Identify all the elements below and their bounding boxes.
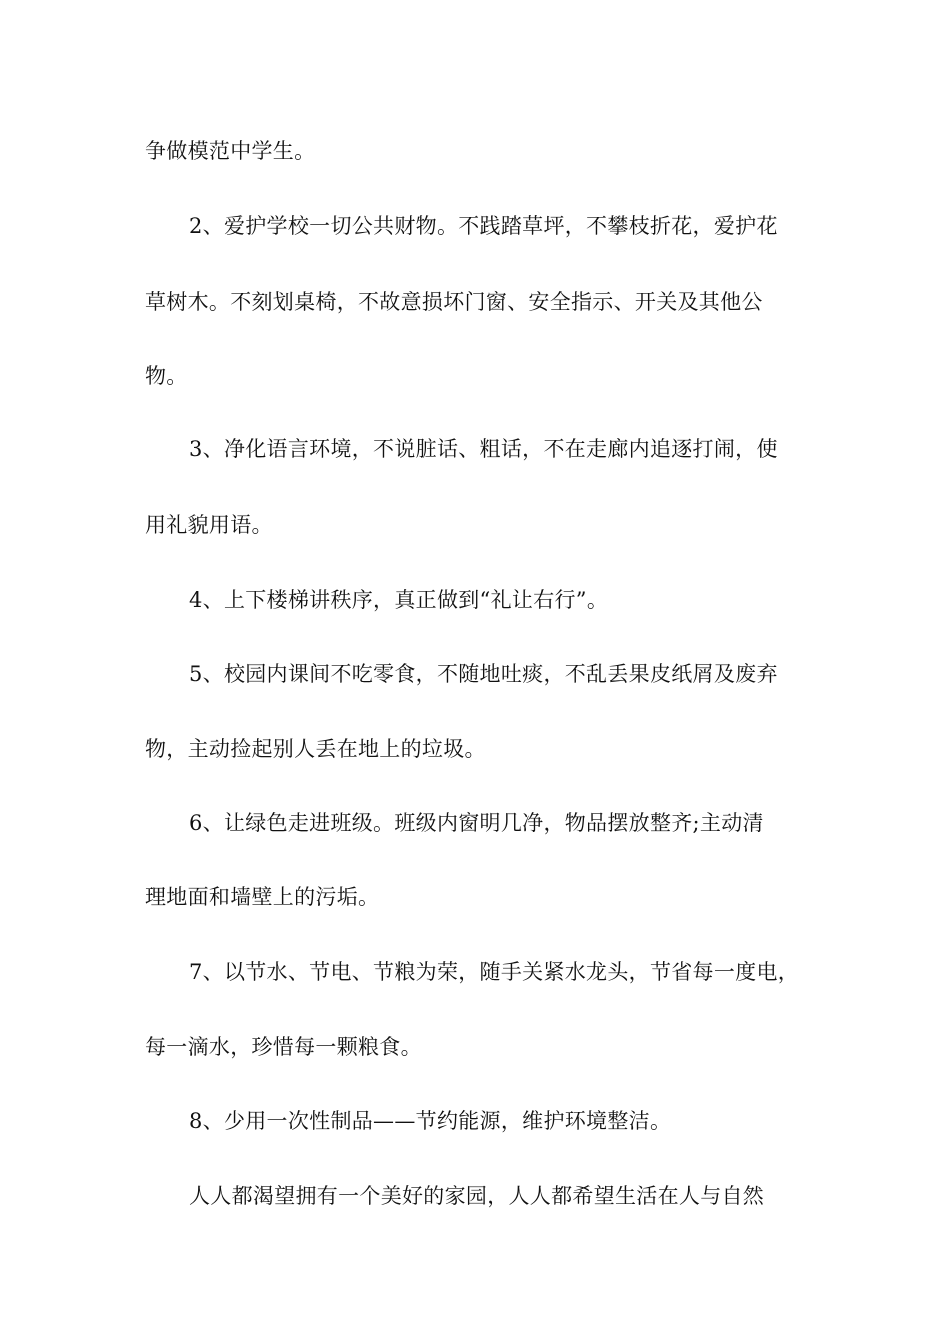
text-line: 争做模范中学生。 [145, 139, 316, 163]
text-line: 4、上下楼梯讲秩序，真正做到“礼让右行”。 [189, 588, 609, 612]
text-line: 人人都渴望拥有一个美好的家园，人人都希望生活在人与自然 [189, 1184, 765, 1208]
text-line: 用礼貌用语。 [145, 513, 273, 537]
text-line: 7、以节水、节电、节粮为荣，随手关紧水龙头，节省每一度电， [189, 960, 800, 984]
text-line: 6、让绿色走进班级。班级内窗明几净，物品摆放整齐;主动清 [189, 811, 764, 835]
text-line: 草树木。不刻划桌椅，不故意损坏门窗、安全指示、开关及其他公 [145, 290, 763, 314]
text-line: 物，主动捡起别人丢在地上的垃圾。 [145, 737, 486, 761]
text-line: 8、少用一次性制品——节约能源，维护环境整洁。 [189, 1109, 672, 1133]
text-line: 2、爱护学校一切公共财物。不践踏草坪，不攀枝折花，爱护花 [189, 214, 778, 238]
text-line: 每一滴水，珍惜每一颗粮食。 [145, 1035, 422, 1059]
text-line: 理地面和墙壁上的污垢。 [145, 885, 380, 909]
text-line: 5、校园内课间不吃零食，不随地吐痰，不乱丢果皮纸屑及废弃 [189, 662, 778, 686]
text-line: 3、净化语言环境，不说脏话、粗话，不在走廊内追逐打闹，使 [189, 437, 778, 461]
text-line: 物。 [145, 364, 188, 388]
